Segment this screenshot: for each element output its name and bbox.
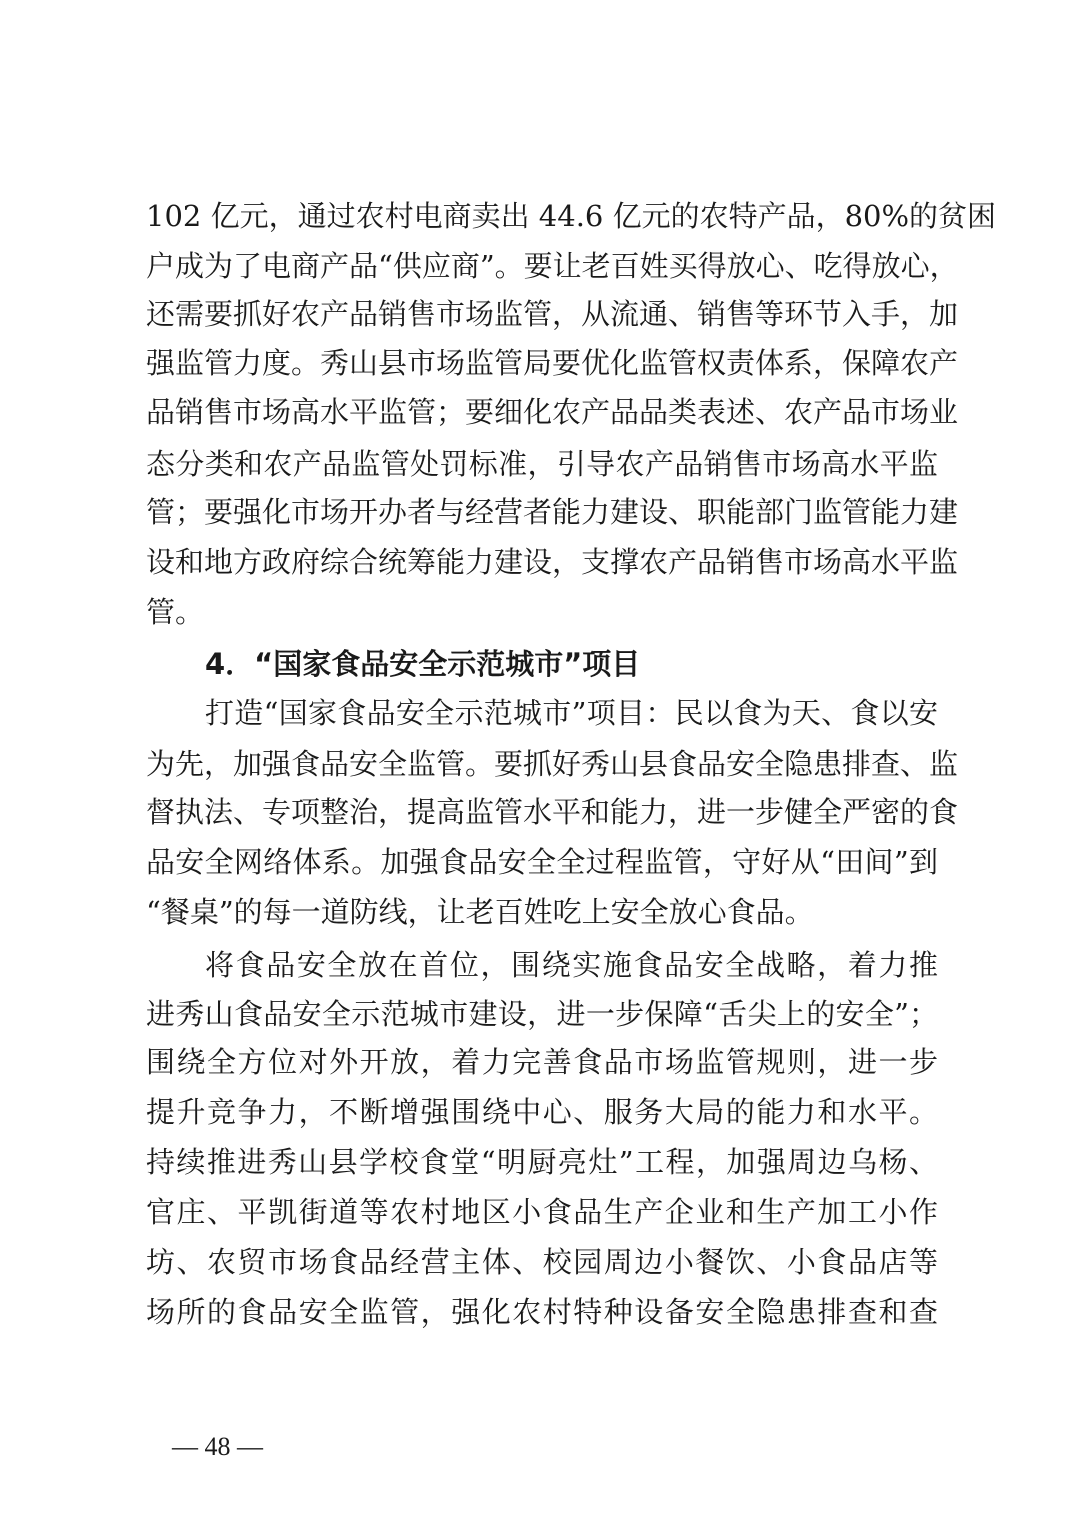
text-line: 持续推进秀山县学校食堂“明厨亮灶”工程，加强周边乌杨、 [146, 1145, 938, 1179]
text-line: 户成为了电商产品“供应商”。要让老百姓买得放心、吃得放心， [146, 249, 959, 283]
page-number: — 48 — [172, 1432, 263, 1461]
text-line: 品销售市场高水平监管；要细化农产品品类表述、农产品市场业 [146, 395, 959, 429]
text-line: 为先，加强食品安全监管。要抓好秀山县食品安全隐患排查、监 [146, 747, 959, 781]
text-line: 强监管力度。秀山县市场监管局要优化监管权责体系，保障农产 [146, 346, 959, 380]
text-line: “餐桌”的每一道防线，让老百姓吃上安全放心食品。 [146, 895, 814, 929]
text-line: 打造“国家食品安全示范城市”项目：民以食为天、食以安 [205, 696, 938, 730]
text-line: 管。 [146, 595, 205, 629]
text-line: 进秀山食品安全示范城市建设，进一步保障“舌尖上的安全”； [146, 997, 938, 1031]
text-line: 态分类和农产品监管处罚标准，引导农产品销售市场高水平监 [146, 447, 938, 481]
text-line: 102 亿元，通过农村电商卖出 44.6 亿元的农特产品，80%的贫困 [146, 199, 997, 233]
text-line: 场所的食品安全监管，强化农村特种设备安全隐患排查和查 [146, 1295, 938, 1329]
text-line: 围绕全方位对外开放，着力完善食品市场监管规则，进一步 [146, 1045, 938, 1079]
section-heading: 4．“国家食品安全示范城市”项目 [205, 647, 641, 681]
text-line: 品安全网络体系。加强食品安全全过程监管，守好从“田间”到 [146, 845, 938, 879]
text-line: 坊、农贸市场食品经营主体、校园周边小餐饮、小食品店等 [146, 1245, 938, 1279]
text-line: 督执法、专项整治，提高监管水平和能力，进一步健全严密的食 [146, 795, 959, 829]
text-line: 提升竞争力，不断增强围绕中心、服务大局的能力和水平。 [146, 1095, 938, 1129]
text-line: 管；要强化市场开办者与经营者能力建设、职能部门监管能力建 [146, 495, 959, 529]
text-line: 设和地方政府综合统筹能力建设，支撑农产品销售市场高水平监 [146, 545, 959, 579]
text-line: 将食品安全放在首位，围绕实施食品安全战略，着力推 [205, 948, 938, 982]
text-line: 还需要抓好农产品销售市场监管，从流通、销售等环节入手，加 [146, 297, 959, 331]
text-line: 官庄、平凯街道等农村地区小食品生产企业和生产加工小作 [146, 1195, 938, 1229]
